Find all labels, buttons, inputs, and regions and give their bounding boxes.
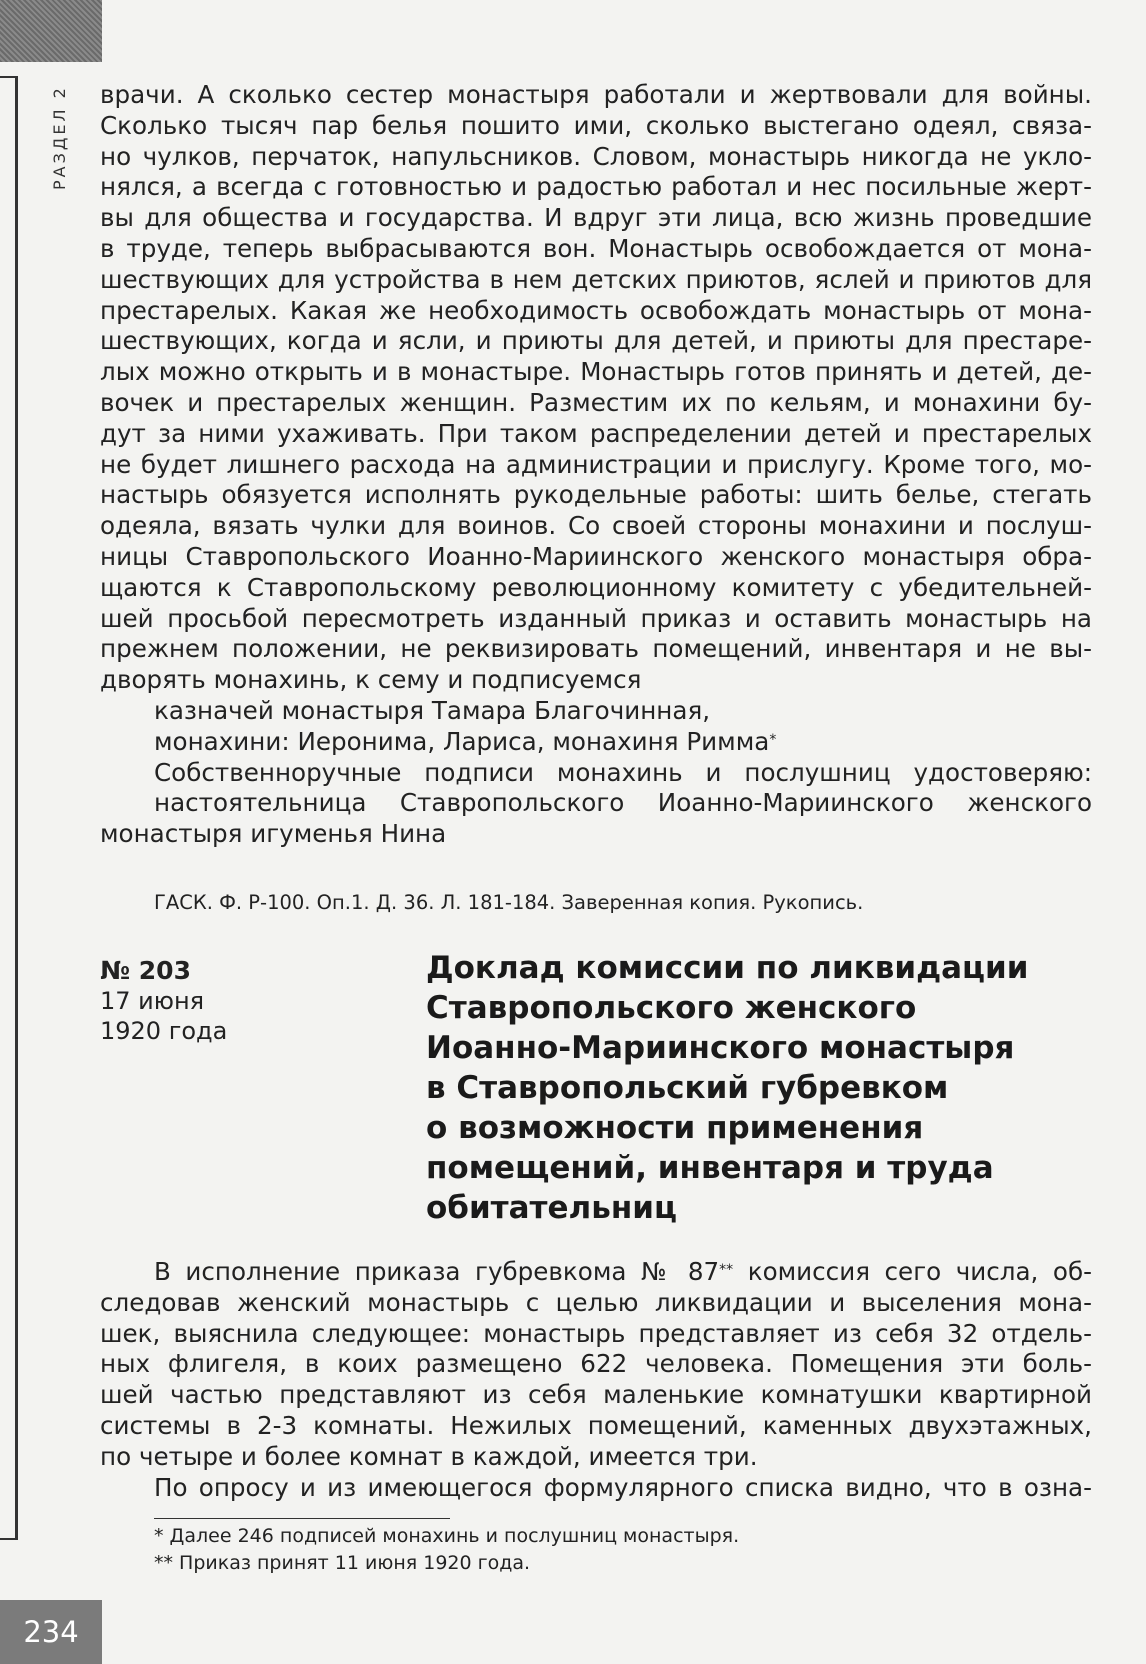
document-title [426, 948, 1106, 1228]
text-line: следовав женский монастырь с целью ликвидации и выселения мона- [100, 1287, 1092, 1317]
certification-line: Собственноручные подписи монахинь и послушниц удостоверяю: [154, 757, 1092, 787]
text-line: настырь обязуется исполнять рукодельные работы: шить белье, стегать [100, 480, 1092, 510]
petition-paragraph [100, 80, 1092, 696]
text-line: шей частью представляют из себя маленькие комнатушки квартирной [100, 1380, 1092, 1410]
title-line: Доклад комиссии по ликвидации [426, 950, 1029, 986]
text-line: одеяла, вязать чулки для воинов. Со своей стороны монахини и послуш- [100, 511, 1092, 541]
text-line: престарелых. Какая же необходимость освобождать монастырь от мона- [100, 295, 1092, 325]
text-line: системы в 2-3 комнаты. Нежилых помещений, каменных двухэтажных, [100, 1410, 1092, 1440]
signature-treasurer: казначей монастыря Тамара Благочинная, [154, 695, 711, 725]
report-line-end: комиссия сего числа, об- [733, 1257, 1092, 1286]
nuns-text: монахини: Иеронима, Лариса, монахиня Римма [154, 726, 770, 756]
title-line: о возможности применения [426, 1110, 924, 1146]
text-line: Сколько тысяч пар белья пошито ими, сколько выстегано одеял, связа- [100, 110, 1092, 140]
title-line: помещений, инвентаря и труда [426, 1150, 994, 1186]
corner-tab [0, 0, 102, 62]
abbess-line: настоятельница Ставропольского Иоанно-Мариинского женского [154, 788, 1092, 818]
text-line: ных флигеля, в коих размещено 622 человека. Помещения эти боль- [100, 1349, 1092, 1379]
title-line: Ставропольского женского [426, 990, 917, 1026]
signature-nuns [100, 727, 1092, 758]
abbess-line: монастыря игуменья Нина [100, 819, 447, 849]
footnote: * Далее 246 подписей монахинь и послушниц монастыря. [154, 1525, 740, 1547]
document-year: 1920 года [100, 1017, 228, 1045]
text-line: шествующих для устройства в нем детских приютов, яслей и приютов для [100, 264, 1092, 294]
footnote-mark: ** [719, 1262, 734, 1278]
text-line: в труде, теперь выбрасываются вон. Монастырь освобождается от мона- [100, 233, 1092, 263]
text-line: дворять монахинь, к сему и подписуемся [100, 665, 642, 695]
text-line: шей просьбой пересмотреть изданный приказ и оставить монастырь на [100, 603, 1092, 633]
report-line-start: В исполнение приказа губревкома № 87 [154, 1257, 720, 1286]
report-line: По опросу и из имеющегося формулярного списка видно, что в озна- [154, 1472, 1092, 1502]
report-line [100, 1257, 1092, 1288]
text-line: шек, выяснила следующее: монастырь представляет из себя 32 отдель- [100, 1318, 1092, 1348]
document-number: № 203 [100, 956, 191, 985]
text-line: вы для общества и государства. И вдруг эти лица, всю жизнь проведшие [100, 203, 1092, 233]
title-line: обитательниц [426, 1190, 677, 1226]
text-line: вочек и престарелых женщин. Разместим их по кельям, и монахини бу- [100, 387, 1092, 417]
section-label: РАЗДЕЛ 2 [50, 85, 69, 190]
text-line: но чулков, перчаток, напульсников. Словом, монастырь никогда не укло- [100, 141, 1092, 171]
text-line: дут за ними ухаживать. При таком распределении детей и престарелых [100, 418, 1092, 448]
footnote-rule [154, 1518, 450, 1519]
text-line: ницы Ставропольского Иоанно-Мариинского женского монастыря обра- [100, 541, 1092, 571]
document-date: 17 июня [100, 987, 205, 1015]
text-line: щаются к Ставропольскому революционному комитету с убедительней- [100, 572, 1092, 602]
document-meta [100, 956, 290, 1046]
text-line: нялся, а всегда с готовностью и радостью работал и нес посильные жерт- [100, 172, 1092, 202]
text-line: врачи. А сколько сестер монастыря работали и жертвовали для войны. [100, 80, 1092, 109]
text-line: по четыре и более комнат в каждой, имеется три. [100, 1441, 758, 1471]
footnote: ** Приказ принят 11 июня 1920 года. [154, 1552, 531, 1574]
text-line: прежнем положении, не реквизировать помещений, инвентаря и не вы- [100, 634, 1092, 664]
title-line: Иоанно-Мариинского монастыря [426, 1030, 1015, 1066]
text-line: лых можно открыть и в монастыре. Монастырь готов принять и детей, де- [100, 357, 1092, 387]
report-paragraph [100, 1288, 1092, 1473]
text-line: не будет лишнего расхода на администрации и прислугу. Кроме того, мо- [100, 449, 1092, 479]
page-number: 234 [0, 1600, 102, 1664]
margin-rule [0, 76, 18, 1540]
footnote-mark: * [769, 731, 777, 748]
petition-text [100, 80, 1092, 850]
report-text [100, 1257, 1092, 1503]
source-citation: ГАСК. Ф. Р-100. Оп.1. Д. 36. Л. 181-184. Заверенная копия. Рукопись. [154, 891, 864, 914]
text-line: шествующих, когда и ясли, и приюты для детей, и приюты для престаре- [100, 326, 1092, 356]
title-line: в Ставропольский губревком [426, 1070, 949, 1106]
